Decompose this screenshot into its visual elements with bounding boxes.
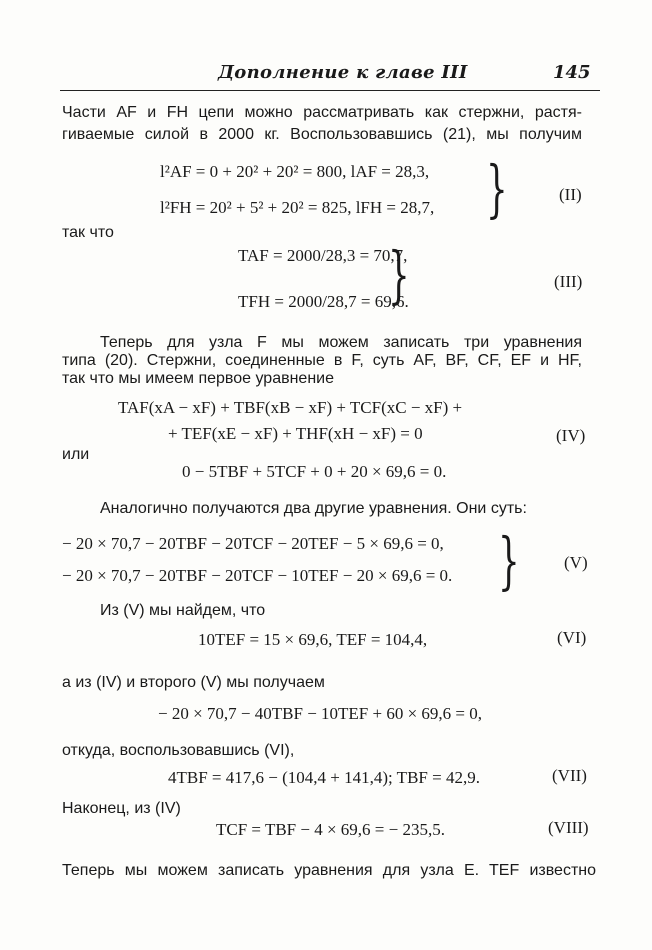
paragraph-line: Теперь для узла F мы можем записать три уравнения — [100, 334, 582, 351]
equation-line: 10TEF = 15 × 69,6, TEF = 104,4, — [198, 630, 428, 649]
running-header-title: Дополнение к главе III — [218, 62, 468, 83]
equation-line: 4TBF = 417,6 − (104,4 + 141,4); TBF = 42,9. — [168, 768, 480, 787]
equation-line: − 20 × 70,7 − 20TBF − 20TCF − 10TEF − 20 × 69,6 = 0. — [62, 566, 453, 585]
paragraph-line: Части AF и FH цепи можно рассматривать как стержни, растя- — [62, 104, 582, 121]
equation-tag: (VI) — [557, 628, 587, 647]
right-brace: } — [498, 524, 520, 597]
text-line: так что — [62, 224, 114, 241]
paragraph-line: типа (20). Стержни, соединенные в F, суть AF, BF, CF, EF и HF, — [62, 352, 582, 369]
equation-tag: (VII) — [552, 766, 587, 785]
equation-tag: (V) — [564, 553, 588, 572]
equation-line: − 20 × 70,7 − 20TBF − 20TCF − 20TEF − 5 × 69,6 = 0, — [62, 534, 444, 553]
equation-tag: (III) — [554, 272, 583, 291]
equation-line: 0 − 5TBF + 5TCF + 0 + 20 × 69,6 = 0. — [182, 462, 447, 481]
paragraph-line: так что мы имеем первое уравнение — [62, 370, 334, 387]
paragraph-line: а из (IV) и второго (V) мы получаем — [62, 674, 325, 691]
page-number: 145 — [553, 62, 591, 83]
paragraph-line: Из (V) мы найдем, что — [100, 602, 266, 619]
equation-tag: (IV) — [556, 426, 586, 445]
equation-line: TAF = 2000/28,3 = 70,7, — [238, 246, 408, 265]
paragraph-line: откуда, воспользовавшись (VI), — [62, 742, 295, 759]
header-rule — [60, 90, 600, 91]
paragraph-line: Теперь мы можем записать уравнения для узла E. TEF известно — [62, 862, 596, 879]
right-brace: } — [388, 238, 410, 311]
equation-line: − 20 × 70,7 − 40TBF − 10TEF + 60 × 69,6 = 0, — [158, 704, 483, 723]
equation-line: TCF = TBF − 4 × 69,6 = − 235,5. — [216, 820, 445, 839]
equation-tag: (VIII) — [548, 818, 589, 837]
text-line: или — [62, 446, 90, 463]
paragraph-line: Аналогично получаются два другие уравнения. Они суть: — [100, 500, 527, 517]
equation-tag: (II) — [559, 185, 582, 204]
paragraph-line: Наконец, из (IV) — [62, 800, 181, 817]
right-brace: } — [486, 152, 508, 225]
paragraph-line: гиваемые силой в 2000 кг. Воспользовавшись (21), мы получим — [62, 126, 582, 143]
equation-line: TAF(xA − xF) + TBF(xB − xF) + TCF(xC − xF) + — [118, 398, 463, 417]
equation-line: l²AF = 0 + 20² + 20² = 800, lAF = 28,3, — [160, 162, 430, 181]
equation-line: l²FH = 20² + 5² + 20² = 825, lFH = 28,7, — [160, 198, 435, 217]
equation-line: TFH = 2000/28,7 = 69,6. — [238, 292, 409, 311]
equation-line: + TEF(xE − xF) + THF(xH − xF) = 0 — [168, 424, 423, 443]
